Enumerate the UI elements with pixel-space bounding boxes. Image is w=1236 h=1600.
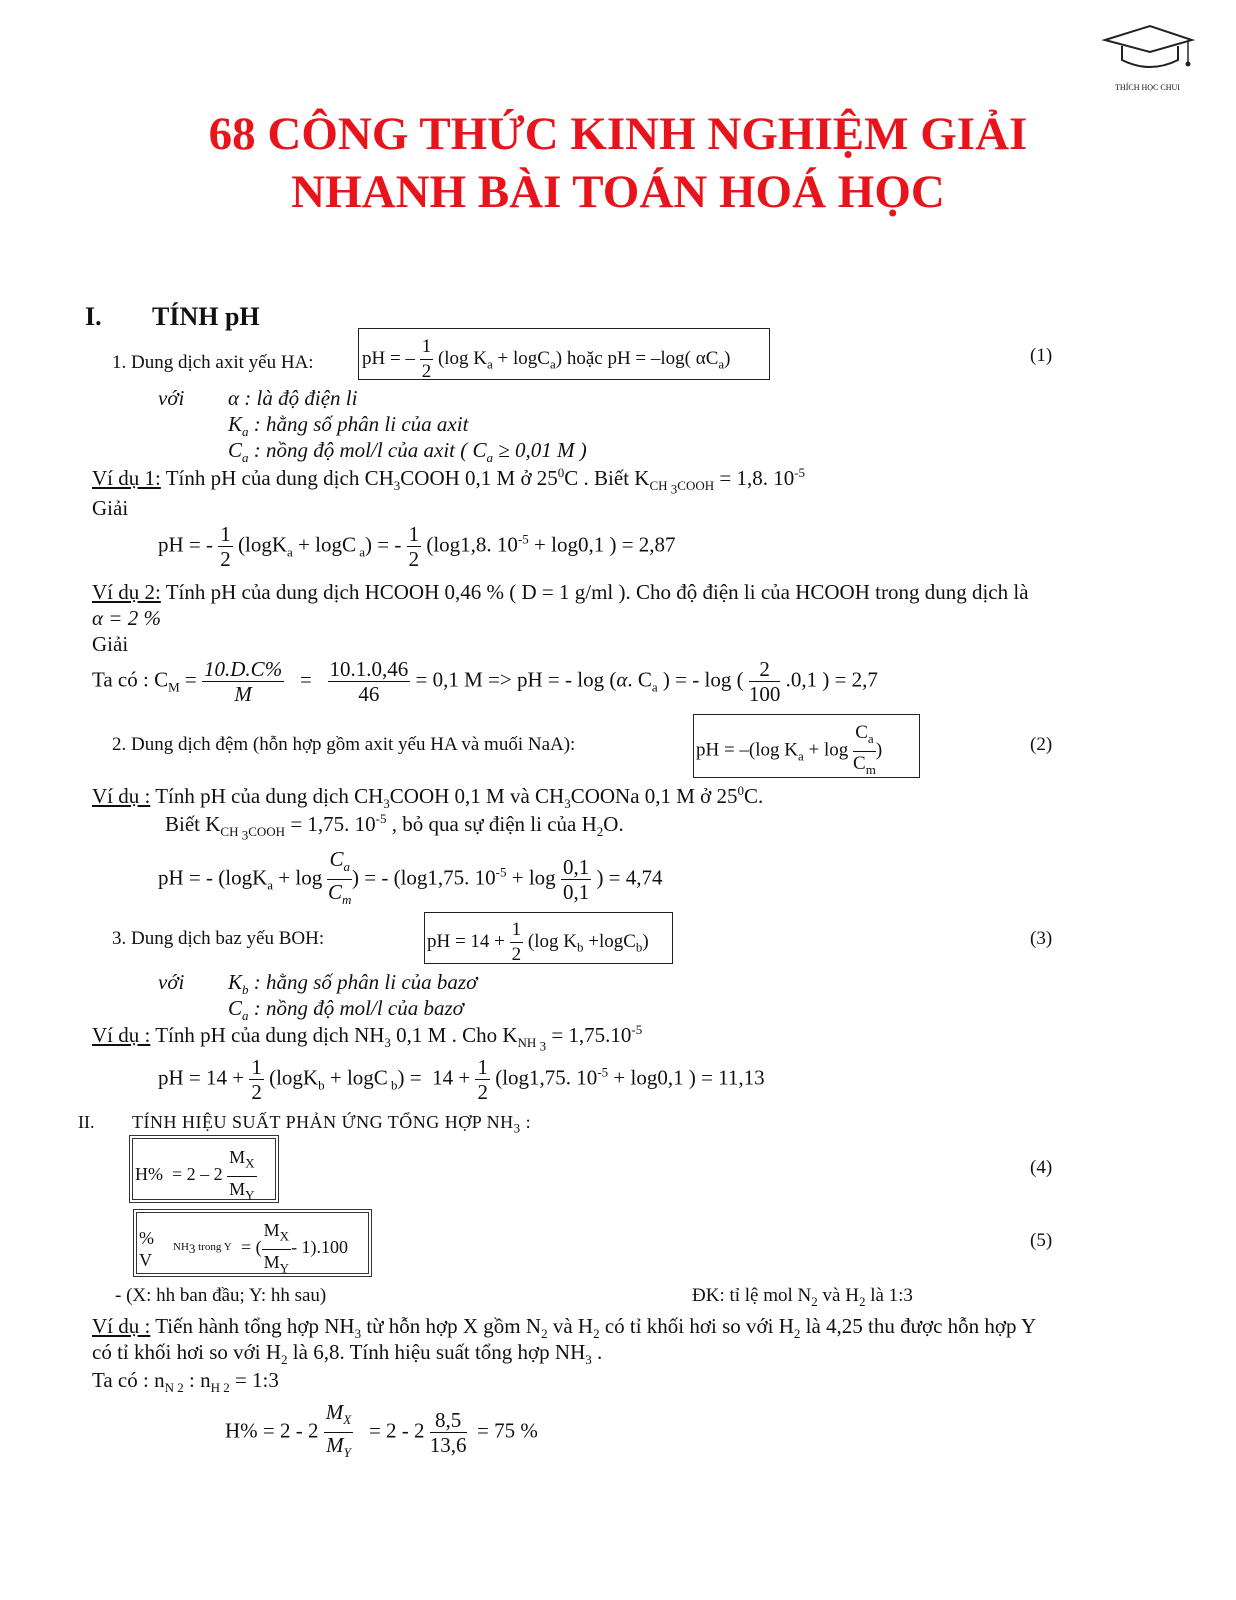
formula-2-box [693, 714, 920, 778]
formula-3-number: (3) [1030, 928, 1053, 949]
example-1-solve-label: Giải [92, 496, 129, 520]
example-2-solve-label: Giải [92, 632, 129, 656]
item-2-label: 2. Dung dịch đệm (hỗn hợp gồm axit yếu HA và muối NaA): [112, 734, 576, 755]
section-1-number: I. [85, 302, 102, 331]
example-3-solution: pH = - (logK$_a$ + log $\frac{C_a}{C_m}$ ) = - (log1,75. $10^{-5} + \log$ $\frac{0,1}{0,1}$ ) = 4,74 [158, 847, 663, 908]
graduation-cap-icon [1100, 22, 1195, 77]
example-4-solution: pH = 14 + $\frac{1}{2}$ (logK$_b$ + logC $_b$) = 14 + $\frac{1}{2}$ (log1,75. $10^{-5} + \log 0,1$ ) = 11,13 [158, 1055, 765, 1104]
formula-5-box [136, 1212, 369, 1274]
section-2-example-solution: H% = 2 - 2 $\frac{M_X}{M_Y}$ = 2 - 2 $\frac{8,5}{13,6}$ = 75 % [225, 1400, 538, 1461]
section-2-number: II. [78, 1112, 95, 1132]
formula-1-number: (1) [1030, 345, 1053, 366]
formula-2-number: (2) [1030, 734, 1053, 755]
example-3-question: Ví dụ : Tính pH của dung dịch $CH_3COOH$ 0,1 M và $CH_3COONa$ 0,1 M ở $25^0C$. [92, 783, 764, 812]
formula-4-number: (4) [1030, 1157, 1053, 1178]
formula-1-box [358, 328, 770, 380]
item-1-label: 1. Dung dịch axit yếu HA: [112, 352, 314, 373]
logo-caption: THÍCH HỌC CHUI [1115, 83, 1180, 92]
section-1-heading: TÍNH pH [152, 302, 260, 331]
formula-4: H% = 2 – 2 $\frac{M_X}{M_Y}$ [135, 1147, 255, 1203]
formula-1: pH = – $\frac{1}{2}$ (log $K_a + \log C_a$) hoặc pH = –log( $\alpha C_a$) [362, 336, 731, 382]
note-left: - (X: hh ban đầu; Y: hh sau) [115, 1285, 327, 1306]
formula-4-box [132, 1138, 276, 1203]
formula-5-subscript: $NH_3$ trong Y [173, 1241, 232, 1257]
section-2-example-line-2: có tỉ khối hơi so với $H_2$ là 6,8. Tính hiệu suất tổng hợp $NH_3$ . [92, 1340, 603, 1368]
page-title-line-2: NHANH BÀI TOÁN HOÁ HỌC [291, 166, 945, 218]
example-2-solution: Ta có : $C_M$ = $\frac{10.D.C\%}{M}$ = $\frac{10.1.0,46}{46}$ = 0,1 M => pH = - log (α. $C_a$ ) = - log ( $\frac{2}{100}$ .0,1 ) = 2,7 [92, 657, 878, 706]
def-ca: $C_a$ : nồng độ mol/l của axit ( $C_a \ge 0,01$ M ) [228, 438, 587, 466]
logo [1100, 22, 1195, 92]
formula-5-rhs: = ( $\frac{M_X}{M_Y}$ - 1).100 [241, 1220, 349, 1276]
formula-2: pH = –(log $K_a + \log$ $\frac{C_a}{C_m}$ ) [696, 722, 883, 777]
section-2-example-ratio: Ta có : $n_{N 2}$ : $n_{H 2}$ = 1:3 [92, 1368, 279, 1396]
section-2-heading: TÍNH HIỆU SUẤT PHẢN ỨNG TỔNG HỢP $NH_3$ : [132, 1112, 532, 1136]
def-kb: $K_b$ : hằng số phân li của bazơ [228, 970, 478, 998]
example-2-question: Ví dụ 2: Tính pH của dung dịch HCOOH 0,46 % ( D = 1 g/ml ). Cho độ điện li của HCOOH trong dung dịch là [92, 580, 1029, 604]
section-2-example-question: Ví dụ : Tiến hành tổng hợp $NH_3$ từ hỗn hợp X gồm $N_2$ và $H_2$ có tỉ khối hơi so với $H_2$ là 4,25 thu được hỗn hợp Y [92, 1314, 1037, 1342]
example-1-question: Ví dụ 1: Tính pH của dung dịch $CH_3COOH$ 0,1 M ở $25^0C$ . Biết $K_{CH _3COOH} = 1,8$. $10^{-5}$ [92, 465, 806, 497]
example-2-alpha: α = 2 % [92, 606, 161, 630]
example-1-solution: pH = - $\frac{1}{2}$ (logK$_a$ + logC $_a$) = - $\frac{1}{2}$ (log1,8. $10^{-5} + \log 0,1$ ) = 2,87 [158, 522, 676, 571]
def-ka: $K_a$ : hằng số phân li của axit [228, 412, 469, 440]
note-right: ĐK: tỉ lệ mol $N_2$ và $H_2$ là 1:3 [692, 1285, 913, 1309]
example-3-given: Biết $K_{CH _3COOH} = 1,75$. $10^{-5}$ , bỏ qua sự điện li của $H_2O$. [165, 811, 624, 843]
def-cb: $C_a$ : nồng độ mol/l của bazơ [228, 996, 464, 1024]
formula-5-number: (5) [1030, 1230, 1053, 1251]
item-3-label: 3. Dung dịch baz yếu BOH: [112, 928, 325, 949]
with-label-3: với [158, 970, 185, 994]
with-label-1: với [158, 386, 185, 410]
example-4-question: Ví dụ : Tính pH của dung dịch $NH_3$ 0,1 M . Cho $K_{NH _3} = 1,75.10^{-5}$ [92, 1022, 643, 1054]
formula-5: % V [139, 1228, 154, 1270]
page-title-line-1: 68 CÔNG THỨC KINH NGHIỆM GIẢI [208, 108, 1028, 160]
def-alpha: α : là độ điện li [228, 386, 358, 410]
formula-3-box [424, 912, 673, 964]
formula-3: pH = 14 + $\frac{1}{2}$ (log $K_b +\log C_b$) [427, 919, 649, 965]
